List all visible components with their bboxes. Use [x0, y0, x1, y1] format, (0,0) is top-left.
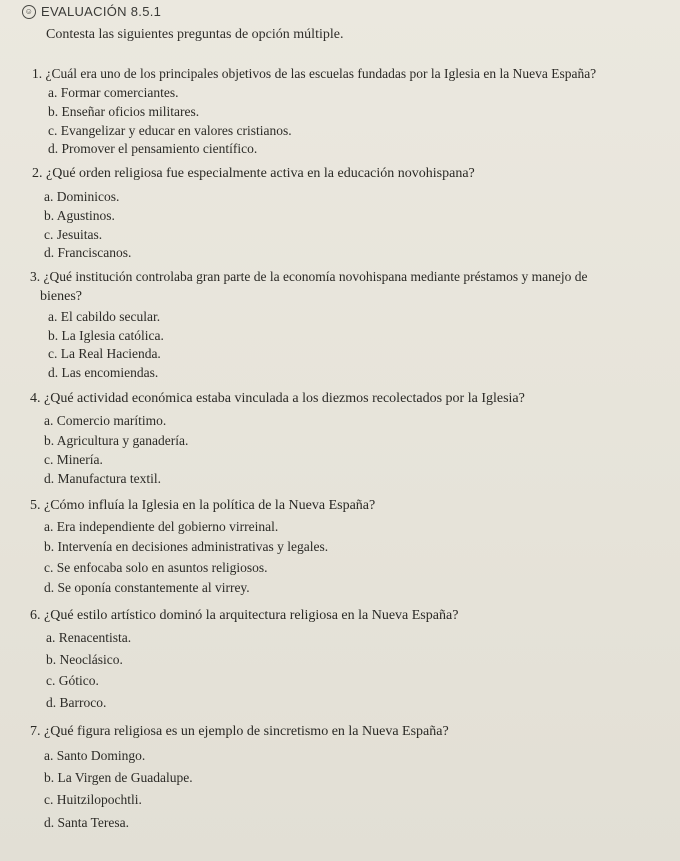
question-7-text: 7. ¿Qué figura religiosa es un ejemplo de sincretismo en la Nueva España? — [30, 724, 449, 739]
question-5-option-b[interactable]: b. Intervenía en decisiones administrativas y legales. — [44, 539, 329, 554]
question-2-option-a[interactable]: a. Dominicos. — [44, 189, 120, 204]
question-3-option-a[interactable]: a. El cabildo secular. — [48, 309, 161, 324]
question-5-option-d[interactable]: d. Se oponía constantemente al virrey. — [44, 580, 250, 595]
question-1-option-d[interactable]: d. Promover el pensamiento científico. — [48, 141, 258, 156]
question-7-option-b[interactable]: b. La Virgen de Guadalupe. — [44, 770, 193, 785]
question-1-option-b[interactable]: b. Enseñar oficios militares. — [48, 104, 200, 119]
question-3-text: 3. ¿Qué institución controlaba gran parte de la economía novohispana mediante préstamos y manejo de — [30, 269, 588, 284]
question-5-text: 5. ¿Cómo influía la Iglesia en la política de la Nueva España? — [30, 498, 376, 513]
question-2-option-c[interactable]: c. Jesuitas. — [44, 227, 103, 242]
question-6-text: 6. ¿Qué estilo artístico dominó la arquitectura religiosa en la Nueva España? — [30, 608, 459, 623]
question-1-text: 1. ¿Cuál era uno de los principales objetivos de las escuelas fundadas por la Iglesia en la Nueva España? — [32, 66, 597, 81]
question-1-option-a[interactable]: a. Formar comerciantes. — [48, 85, 179, 100]
question-3-option-c[interactable]: c. La Real Hacienda. — [48, 346, 161, 361]
question-2-option-b[interactable]: b. Agustinos. — [44, 208, 115, 223]
question-3-option-d[interactable]: d. Las encomiendas. — [48, 365, 159, 380]
smiley-circle-icon: ☺ — [22, 5, 36, 19]
question-2-option-d[interactable]: d. Franciscanos. — [44, 245, 132, 260]
instructions-text: Contesta las siguientes preguntas de opción múltiple. — [46, 27, 344, 42]
question-6-option-d[interactable]: d. Barroco. — [46, 695, 107, 710]
question-5-option-a[interactable]: a. Era independiente del gobierno virreinal. — [44, 519, 279, 534]
question-4-text: 4. ¿Qué actividad económica estaba vinculada a los diezmos recolectados por la Iglesia? — [30, 391, 525, 406]
question-5-option-c[interactable]: c. Se enfocaba solo en asuntos religiosos. — [44, 560, 268, 575]
question-1-option-c[interactable]: c. Evangelizar y educar en valores cristianos. — [48, 123, 292, 138]
question-4-option-b[interactable]: b. Agricultura y ganadería. — [44, 433, 189, 448]
question-6-option-c[interactable]: c. Gótico. — [46, 673, 99, 688]
question-6-option-a[interactable]: a. Renacentista. — [46, 630, 132, 645]
question-2-text: 2. ¿Qué orden religiosa fue especialmente activa en la educación novohispana? — [32, 166, 475, 181]
question-3-option-b[interactable]: b. La Iglesia católica. — [48, 328, 164, 343]
question-4-option-c[interactable]: c. Minería. — [44, 452, 103, 467]
question-4-option-d[interactable]: d. Manufactura textil. — [44, 471, 161, 486]
question-6-option-b[interactable]: b. Neoclásico. — [46, 652, 123, 667]
question-7-option-c[interactable]: c. Huitzilopochtli. — [44, 792, 142, 807]
question-4-option-a[interactable]: a. Comercio marítimo. — [44, 413, 167, 428]
question-3-text-continuation: bienes? — [40, 289, 82, 304]
question-7-option-d[interactable]: d. Santa Teresa. — [44, 815, 130, 830]
evaluation-title: EVALUACIÓN 8.5.1 — [41, 4, 162, 19]
question-7-option-a[interactable]: a. Santo Domingo. — [44, 748, 146, 763]
evaluation-header — [22, 4, 161, 19]
